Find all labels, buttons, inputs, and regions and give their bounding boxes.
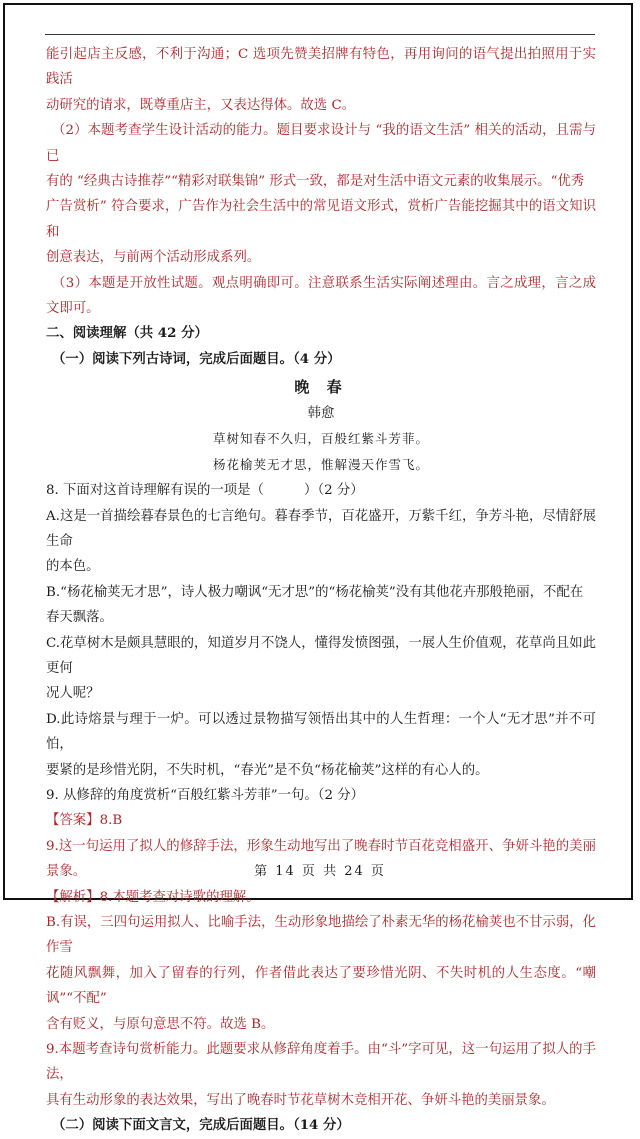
question-8-stem: 8. 下面对这首诗理解有误的一项是（ ）（2 分）: [46, 483, 364, 499]
analysis-line: 9.本题考查诗句赏析能力。此题要求从修辞角度着手。由“斗”字可见，这一句运用了拟人的手法，: [46, 1042, 596, 1083]
document-body: [46, 42, 596, 1139]
answer-line-2: 9.这一句运用了拟人的修辞手法，形象生动地写出了晚春时节百花竞相盛开、争妍斗艳的美丽景象。: [46, 838, 596, 880]
subsection-heading: （一）阅读下列古诗词，完成后面题目。（4 分）: [52, 350, 341, 367]
answer-text: 8.B: [99, 813, 123, 829]
analysis-line: 具有生动形象的表达效果，写出了晚春时节花草树木竞相开花、争妍斗艳的美丽景象。: [46, 1092, 555, 1108]
text-line: 创意表达，与前两个活动形成系列。: [46, 250, 261, 266]
analysis-label: 【解析】: [46, 889, 100, 905]
top-rule: [45, 34, 595, 35]
option-a-cont: 的本色。: [46, 559, 100, 575]
question-9-stem: 9. 从修辞的角度赏析“百般红紫斗芳菲”一句。（2 分）: [46, 787, 365, 803]
text-line: （2）本题考查学生设计活动的能力。题目要求设计与 “我的语文生活” 相关的活动，且需与已: [46, 123, 596, 164]
page-footer: 第 14 页 共 24 页: [254, 864, 386, 879]
answer-line: [46, 808, 596, 833]
text-line: 广告赏析” 符合要求，广告作为社会生活中的常见语文形式，赏析广告能挖掘其中的语文知识和: [46, 199, 596, 240]
analysis-line: 花随风飘舞，加入了留春的行列，作者借此表达了要珍惜光阴、不失时机的人生态度。“嘲讽”“不配”: [46, 965, 596, 1007]
poem-author: 韩愈: [307, 405, 335, 421]
option-c-cont: 况人呢？: [46, 686, 100, 702]
analysis-line: [46, 885, 596, 910]
option-d-cont: 要紧的是珍惜光阴，不失时机，“春光”是不负“杨花榆荚”这样的有心人的。: [46, 762, 489, 778]
answer-label: 【答案】: [46, 813, 100, 829]
section-heading: 二、阅读理解（共 42 分）: [46, 325, 208, 342]
text-line: 有的 “经典古诗推荐”“精彩对联集锦” 形式一致，都是对生活中语文元素的收集展示。“优秀: [46, 174, 585, 190]
option-c: C.花草树木是颇具慧眼的，知道岁月不饶人，懂得发愤图强，一展人生价值观，花草尚且如此更何: [46, 635, 596, 676]
analysis-text: 8.本题考查对诗歌的理解。: [99, 889, 260, 905]
poem-line: 杨花榆荚无才思，惟解漫天作雪飞。: [212, 457, 429, 473]
option-b: B.“杨花榆荚无才思”，诗人极力嘲讽“无才思”的“杨花榆荚”没有其他花卉那般艳丽，不配在: [46, 584, 584, 600]
analysis-line: B.有误，三四句运用拟人、比喻手法，生动形象地描绘了朴素无华的杨花榆荚也不甘示弱，化作雪: [46, 915, 596, 956]
poem-title: 晚 春: [294, 378, 348, 397]
poem-line: 草树知春不久归，百般红紫斗芳菲。: [212, 431, 429, 447]
text-line: 能引起店主反感，不利于沟通；C 选项先赞美招牌有特色，再用询问的语气提出拍照用于实践活: [46, 47, 596, 88]
option-a: A.这是一首描绘暮春景色的七言绝句。暮春季节，百花盛开，万紫千红，争芳斗艳，尽情舒展生命: [46, 508, 596, 549]
text-line: （3）本题是开放性试题。观点明确即可。注意联系生活实际阐述理由。言之成理，言之成文即可。: [46, 275, 596, 317]
analysis-line: 含有贬义，与原句意思不符。故选 B。: [46, 1016, 275, 1032]
text-line: 动研究的请求，既尊重店主，又表达得体。故选 C。: [46, 97, 356, 113]
option-d: D.此诗熔景与理于一炉。可以透过景物描写领悟出其中的人生哲理：一个人“无才思”并不可怕，: [46, 711, 596, 753]
option-b-cont: 春天飘落。: [46, 610, 113, 626]
subsection-heading-2: （二）阅读下面文言文，完成后面题目。（14 分）: [52, 1117, 350, 1134]
